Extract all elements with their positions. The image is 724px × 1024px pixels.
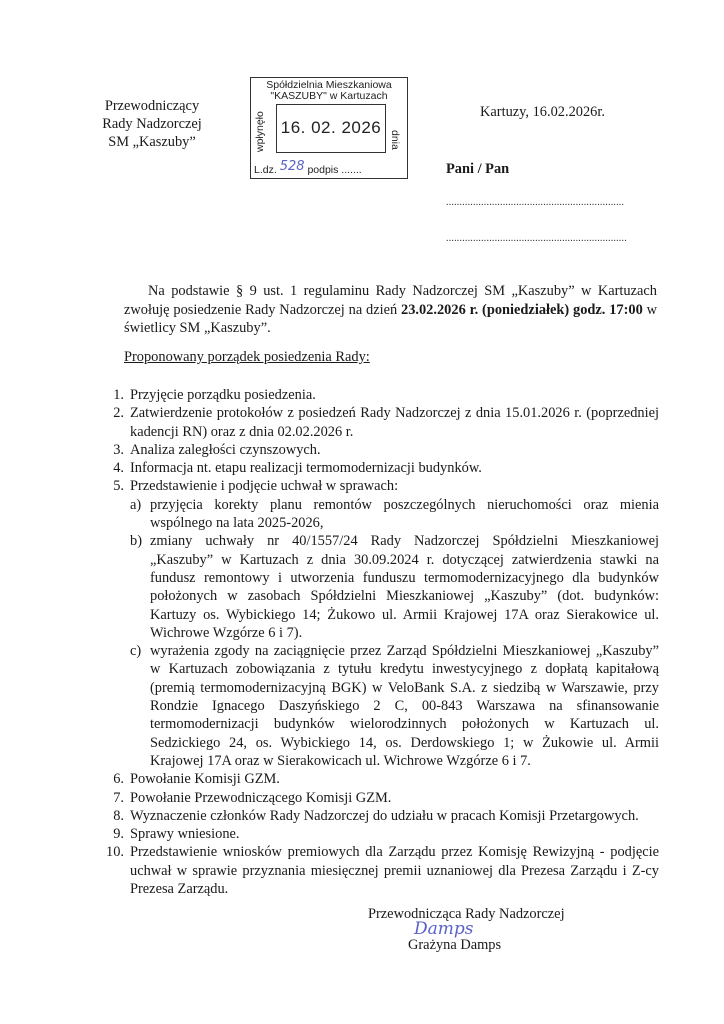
stamp-ldz-label: L.dz. — [254, 164, 277, 176]
stamp-org-line: "KASZUBY" w Kartuzach — [270, 90, 388, 102]
agenda-item — [104, 843, 659, 898]
agenda-subitem-letter: b) — [130, 533, 142, 550]
agenda-item-text: Przedstawienie wniosków premiowych dla Zarządu przez Komisję Rewizyjną - podjęcie uchwał w sprawie przyznania miesięcznej premii uznaniowej dla Prezesa Zarządu i Z-cy Prezesa Zarządu. — [130, 844, 659, 898]
agenda-item-number: 8. — [113, 807, 124, 824]
meeting-datetime: 23.02.2026 r. (poniedziałek) godz. 17:00 — [401, 301, 643, 318]
agenda-item-number: 6. — [113, 771, 124, 788]
stamp-org-line: Spółdzielnia Mieszkaniowa — [266, 79, 392, 91]
agenda-item — [104, 386, 659, 404]
agenda-item-number: 4. — [113, 460, 124, 477]
agenda-subitem-text: przyjęcia korekty planu remontów poszczególnych nieruchomości oraz mienia wspólnego na lata 2025-2026, — [150, 496, 659, 532]
agenda-list — [104, 386, 659, 898]
recipient-name-line: .................................................................. — [446, 197, 625, 208]
stamp-signature-label: podpis ....... — [307, 164, 362, 176]
agenda-title: Proponowany porządek posiedzenia Rady: — [124, 349, 370, 365]
agenda-subitem-text: wyrażenia zgody na zaciągnięcie przez Zarząd Spółdzielni Mieszkaniowej „Kaszuby” w Kartuzach zobowiązania z tytułu kredytu inwestycyjnego z dopłatą kapitałową (premią termomodernizacyjną BGK) w VeloBank S.A. z siedzibą w Warszawie, przy Rondzie Ignacego Daszyńskiego 2 C, 00-843 Warszawa na sfinansowanie termomodernizacji budynków wielorodzinnych położonych w Kartuzach ul. Sedzickiego 24, os. Wybickiego 14, os. Derdowskiego 1; w Żukowie ul. Armii Krajowej 17A oraz w Sierakowicach ul. Wichrowe Wzgórze 6 i 7. — [150, 643, 659, 769]
agenda-item-number: 7. — [113, 789, 124, 806]
agenda-item — [104, 441, 659, 459]
agenda-subitem-letter: a) — [130, 496, 142, 513]
agenda-item-text: Zatwierdzenie protokołów z posiedzeń Rady Nadzorczej z dnia 15.01.2026 r. (poprzedniej kadencji RN) oraz z dnia 02.02.2026 r. — [130, 405, 659, 440]
recipient-address-line: ................................................................... — [446, 233, 627, 244]
sender-line: Przewodniczący — [104, 98, 200, 114]
sender-block — [92, 97, 212, 151]
agenda-item — [104, 477, 659, 495]
agenda-subitem-letter: c) — [130, 643, 142, 660]
stamp-ldz-number: 528 — [279, 159, 305, 174]
stamp-date: 16. 02. 2026 — [280, 118, 382, 137]
agenda-item-text: Analiza zaległości czynszowych. — [130, 441, 321, 458]
agenda-item-text: Powołanie Przewodniczącego Komisji GZM. — [130, 789, 392, 806]
stamp-registry-line — [254, 159, 362, 177]
stamp-received-label: wpłynęło — [254, 111, 266, 152]
stamp-day-label: dnia — [389, 130, 401, 150]
agenda-item-text: Przyjęcie porządku posiedzenia. — [130, 387, 316, 403]
agenda-item — [104, 807, 659, 825]
agenda-subitem — [130, 496, 659, 533]
agenda-item-number: 2. — [113, 405, 124, 422]
agenda-item-number: 5. — [113, 478, 124, 495]
agenda-item-number: 9. — [113, 826, 124, 843]
agenda-item-text: Wyznaczenie członków Rady Nadzorczej do udziału w pracach Komisji Przetargowych. — [130, 807, 639, 824]
agenda-item-text: Sprawy wniesione. — [130, 826, 240, 843]
agenda-item — [104, 789, 659, 807]
sender-line: SM „Kaszuby” — [108, 134, 196, 150]
intro-text — [124, 282, 657, 338]
intro-text-part: Na podstawie § 9 ust. 1 regulaminu Rady Nadzorczej SM „Kaszuby” w Kartuzach zwołuję posiedzenie Rady Nadzorczej na dzień — [124, 283, 657, 318]
received-stamp — [250, 77, 408, 179]
signatory-name: Grażyna Damps — [408, 937, 502, 953]
agenda-subitem-text: zmiany uchwały nr 40/1557/24 Rady Nadzorczej Spółdzielni Mieszkaniowej „Kaszuby” w Kartuzach z dnia 30.09.2024 r. dotyczącej zatwierdzenia stawki na fundusz remontowy i utworzenia funduszu termomodernizacyjnego dla budynków położonych w zasobach Spółdzielni Mieszkaniowej „Kaszuby” (dot. budynków: Kartuzy os. Wybickiego 14; Żukowo ul. Armii Krajowej 17A oraz Sierakowice ul. Wichrowe Wzgórze 6 i 7). — [150, 533, 659, 641]
agenda-item-number: 10. — [106, 844, 124, 861]
agenda-subitem — [130, 532, 659, 642]
agenda-item — [104, 770, 659, 788]
agenda-subitem — [130, 642, 659, 770]
intro-text-part: w świetlicy SM „Kaszuby”. — [124, 301, 657, 336]
agenda-item-text: Informacja nt. etapu realizacji termomodernizacji budynków. — [130, 460, 482, 477]
agenda-item — [104, 459, 659, 477]
place-date: Kartuzy, 16.02.2026r. — [480, 104, 605, 120]
agenda-item — [104, 404, 659, 441]
agenda-item-number: 1. — [113, 387, 124, 403]
sender-line: Rady Nadzorczej — [102, 116, 202, 132]
agenda-item-text: Powołanie Komisji GZM. — [130, 771, 280, 788]
signatory-title: Przewodnicząca Rady Nadzorczej — [368, 906, 565, 922]
stamp-organization — [251, 80, 407, 102]
handwritten-signature: Damps — [414, 919, 474, 939]
recipient-salutation: Pani / Pan — [446, 161, 510, 177]
stamp-date-box — [276, 104, 386, 153]
agenda-item-text: Przedstawienie i podjęcie uchwał w sprawach: — [130, 478, 399, 495]
agenda-item — [104, 825, 659, 843]
agenda-item-number: 3. — [113, 441, 124, 458]
intro-paragraph — [124, 282, 657, 338]
